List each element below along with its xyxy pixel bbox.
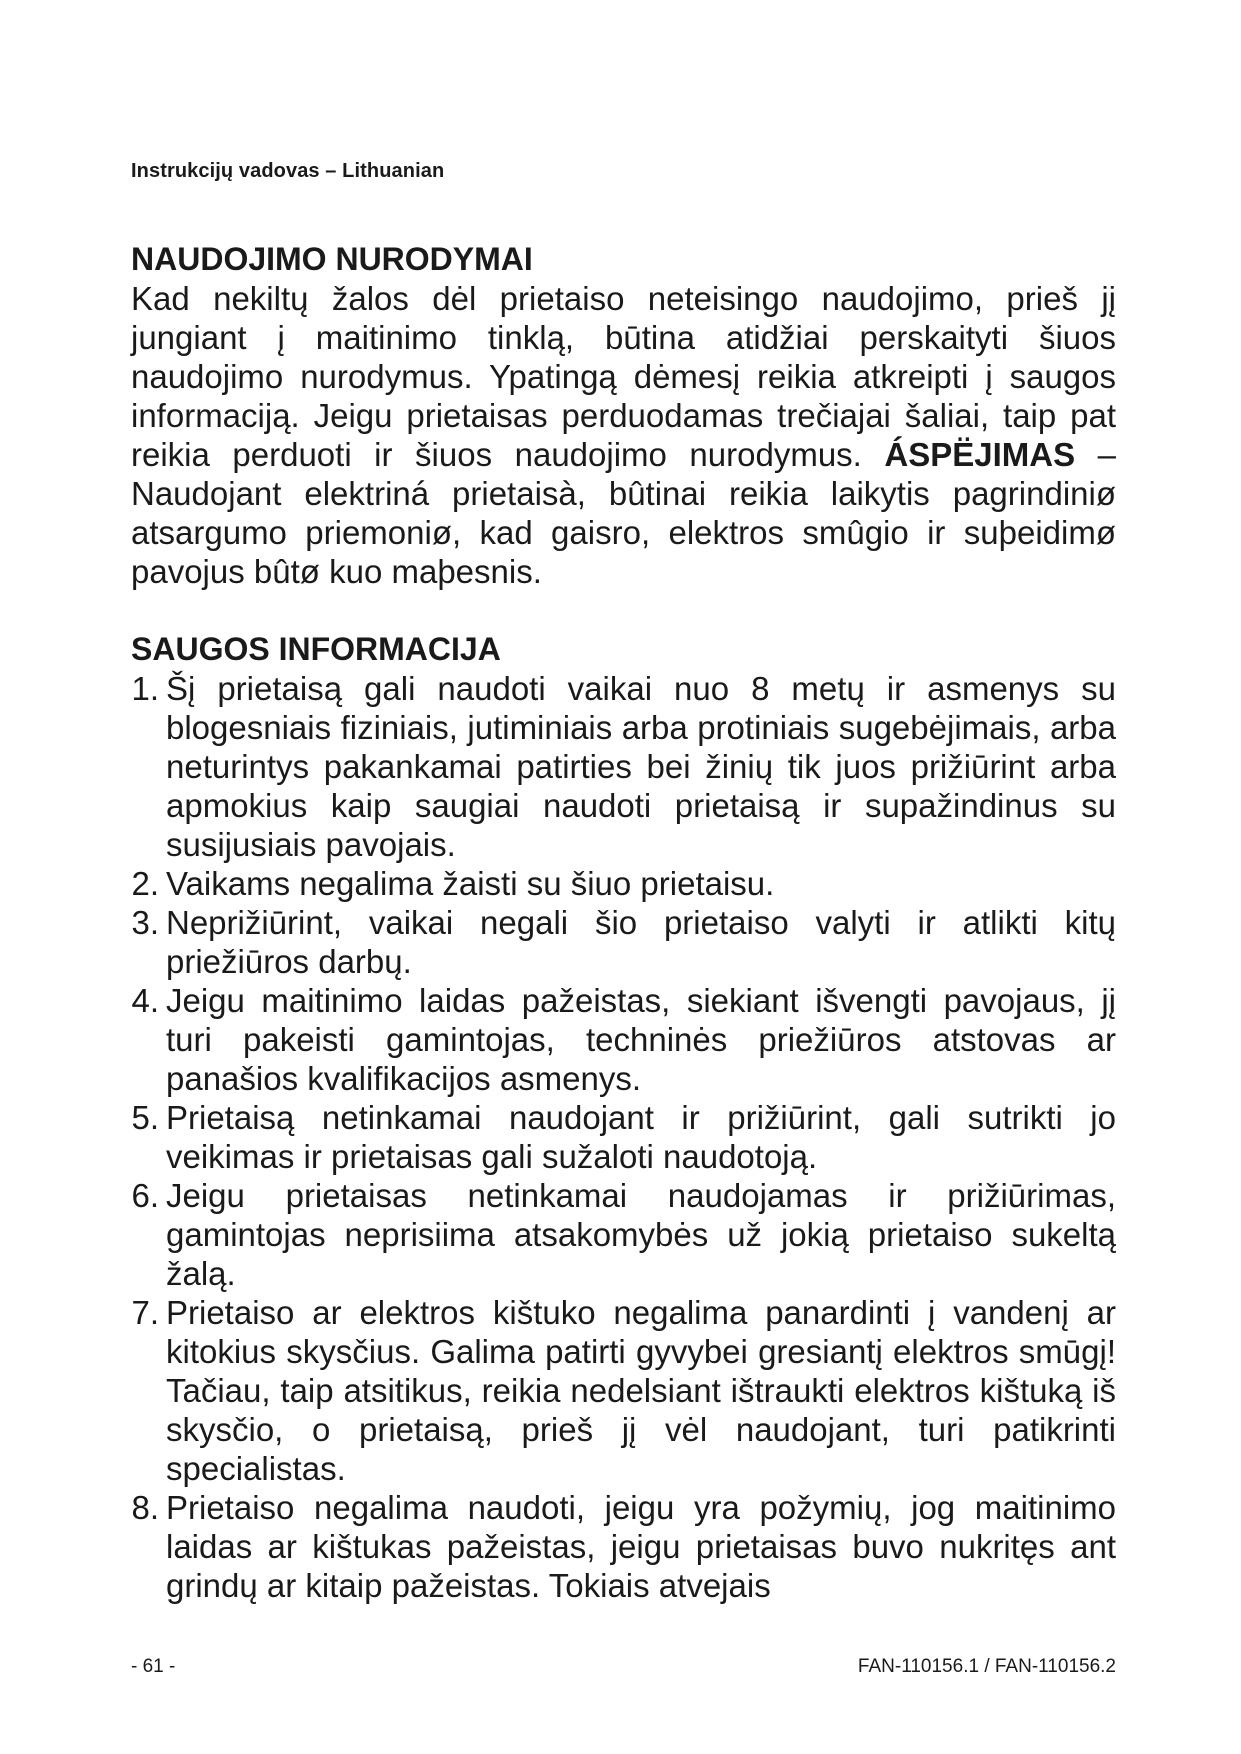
list-item: [131, 1098, 1116, 1176]
safety-list: [131, 669, 1116, 1605]
list-item-number: 6.: [131, 1177, 159, 1214]
page-header: Instrukcijų vadovas – Lithuanian: [131, 160, 445, 182]
list-item-number: 8.: [131, 1489, 159, 1526]
usage-text: Kad nekiltų žalos dėl prietaiso neteisingo naudojimo, prieš jį jungiant į maitinimo tinklą, būtina atidžiai perskaityti šiuos naudojimo nurodymus. Ypatingą dėmesį reikia atkreipti į saugos informaciją. Jeigu prietaisas perduodamas trečiajai šaliai, taip pat reikia perduoti ir šiuos naudojimo nurodymus.: [131, 280, 1116, 473]
list-item-text: Prietaiso negalima naudoti, jeigu yra požymių, jog maitinimo laidas ar kištukas pažeistas, jeigu prietaisas buvo nukritęs ant grindų ar kitaip pažeistas. Tokiais atvejais: [166, 1489, 1116, 1604]
list-item-text: Jeigu prietaisas netinkamai naudojamas ir prižiūrimas, gamintojas neprisiima atsakomybės už jokią prietaiso sukeltą žalą.: [166, 1177, 1116, 1292]
list-item-number: 2.: [131, 865, 159, 902]
list-item-number: 1.: [131, 670, 159, 707]
page-number: - 61 -: [131, 1656, 176, 1677]
list-item-text: Jeigu maitinimo laidas pažeistas, siekiant išvengti pavojaus, jį turi pakeisti gamintojas, techninės priežiūros atstovas ar panašios kvalifikacijos asmenys.: [166, 982, 1116, 1097]
list-item: [131, 864, 1116, 903]
list-item-text: Vaikams negalima žaisti su šiuo prietaisu.: [166, 865, 775, 902]
list-item-number: 3.: [131, 904, 159, 941]
list-item-text: Prietaiso ar elektros kištuko negalima panardinti į vandenį ar kitokius skysčius. Galima patirti gyvybei gresiantį elektros smūgį! Tačiau, taip atsitikus, reikia nedelsiant ištraukti elektros kištuką iš skysčio, o prietaisą, prieš jį vėl naudojant, turi patikrinti specialistas.: [166, 1294, 1116, 1487]
warning-label: ÁSPËJIMAS: [884, 436, 1076, 473]
list-item: [131, 981, 1116, 1098]
safety-heading: SAUGOS INFORMACIJA: [131, 631, 501, 667]
list-item-number: 7.: [131, 1294, 159, 1331]
list-item: [131, 669, 1116, 864]
usage-paragraph: [131, 279, 1116, 591]
warning-text: – Naudojant elektriná prietaisà, bûtinai reikia laikytis pagrindiniø atsargumo priemoniø, kad gaisro, elektros smûgio ir suþeidimø pavojus bûtø kuo maþesnis.: [131, 436, 1116, 590]
page-content: [131, 240, 1116, 1605]
list-item-number: 4.: [131, 982, 159, 1019]
list-item: [131, 1176, 1116, 1293]
list-item-text: Prietaisą netinkamai naudojant ir prižiūrint, gali sutrikti jo veikimas ir prietaisas gali sužaloti naudotoją.: [166, 1099, 1116, 1175]
list-item: [131, 1488, 1116, 1605]
usage-heading: NAUDOJIMO NURODYMAI: [131, 241, 533, 277]
list-item-text: Šį prietaisą gali naudoti vaikai nuo 8 metų ir asmenys su blogesniais fiziniais, jutiminiais arba protiniais sugebėjimais, arba neturintys pakankamai patirties bei žinių tik juos prižiūrint arba apmokius kaip saugiai naudoti prietaisą ir supažindinus su susijusiais pavojais.: [166, 670, 1116, 863]
list-item-number: 5.: [131, 1099, 159, 1136]
list-item: [131, 1293, 1116, 1488]
model-number: FAN-110156.1 / FAN-110156.2: [857, 1656, 1116, 1677]
section-gap: [131, 591, 1116, 630]
list-item: [131, 903, 1116, 981]
list-item-text: Neprižiūrint, vaikai negali šio prietaiso valyti ir atlikti kitų priežiūros darbų.: [166, 904, 1116, 980]
